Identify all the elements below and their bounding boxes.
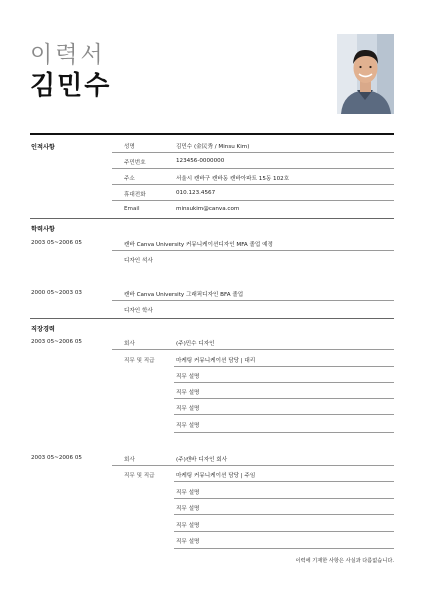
row-divider bbox=[174, 548, 394, 549]
row-divider bbox=[112, 168, 394, 169]
career-period: 2003 05~2006 05 bbox=[31, 455, 82, 461]
education-period: 2003 05~2006 05 bbox=[31, 240, 82, 246]
career-role-label: 직무 및 직급 bbox=[124, 473, 155, 479]
applicant-name-heading: 김민수 bbox=[30, 71, 112, 101]
section-divider bbox=[30, 218, 394, 219]
row-divider bbox=[174, 382, 394, 383]
personal-label-email: Email bbox=[124, 206, 140, 212]
personal-value-email: minsukim@canva.com bbox=[176, 206, 240, 212]
profile-photo bbox=[337, 34, 394, 114]
section-divider bbox=[30, 318, 394, 319]
row-divider bbox=[174, 398, 394, 399]
career-company-label: 회사 bbox=[124, 457, 135, 463]
personal-value-address: 서울시 캔바구 캔바동 캔바아파트 15동 102호 bbox=[176, 176, 290, 182]
row-divider bbox=[112, 349, 394, 350]
row-divider bbox=[112, 200, 394, 201]
row-divider bbox=[112, 152, 394, 153]
education-degree: 디자인 학사 bbox=[124, 308, 153, 314]
personal-label-id: 주민번호 bbox=[124, 160, 146, 166]
personal-label-phone: 휴대전화 bbox=[124, 192, 146, 198]
personal-value-name: 김민수 (金民秀 / Minsu Kim) bbox=[176, 144, 250, 150]
personal-label-address: 주소 bbox=[124, 176, 135, 182]
career-duty: 직무 설명 bbox=[176, 490, 200, 496]
section-title-career: 직장경력 bbox=[31, 326, 55, 333]
education-school: 캔바 Canva University 그래픽디자인 BFA 졸업 bbox=[124, 292, 244, 298]
career-duty: 직무 설명 bbox=[176, 523, 200, 529]
career-company: (주)캔바 디자인 회사 bbox=[176, 457, 228, 463]
career-role-label: 직무 및 직급 bbox=[124, 358, 155, 364]
career-company: (주)민수 디자인 bbox=[176, 341, 215, 347]
declaration-note: 이력에 기재한 사항은 사실과 다름없습니다. bbox=[295, 558, 394, 564]
row-divider bbox=[174, 514, 394, 515]
row-divider bbox=[174, 366, 394, 367]
person-portrait-icon bbox=[337, 34, 394, 114]
section-title-personal: 인적사항 bbox=[31, 144, 55, 151]
career-duty: 직무 설명 bbox=[176, 539, 200, 545]
career-duty: 직무 설명 bbox=[176, 390, 200, 396]
education-period: 2000 05~2003 03 bbox=[31, 290, 82, 296]
row-divider bbox=[112, 250, 394, 251]
row-divider bbox=[174, 432, 394, 433]
career-company-label: 회사 bbox=[124, 341, 135, 347]
row-divider bbox=[174, 498, 394, 499]
education-degree: 디자인 석사 bbox=[124, 258, 153, 264]
row-divider bbox=[112, 184, 394, 185]
career-duty: 직무 설명 bbox=[176, 506, 200, 512]
career-duty: 직무 설명 bbox=[176, 423, 200, 429]
row-divider bbox=[112, 465, 394, 466]
personal-value-id: 123456-0000000 bbox=[176, 158, 225, 164]
section-title-education: 학력사항 bbox=[31, 226, 55, 233]
career-role: 마케팅 커뮤니케이션 담당 | 대리 bbox=[176, 358, 256, 364]
personal-label-name: 성명 bbox=[124, 144, 135, 150]
document-type-label: 이력서 bbox=[30, 42, 106, 68]
section-divider bbox=[30, 133, 394, 135]
education-school: 캔바 Canva University 커뮤니케이션디자인 MFA 졸업 예정 bbox=[124, 242, 273, 248]
row-divider bbox=[112, 300, 394, 301]
career-role: 마케팅 커뮤니케이션 담당 | 주임 bbox=[176, 473, 256, 479]
career-period: 2003 05~2006 05 bbox=[31, 339, 82, 345]
row-divider bbox=[174, 531, 394, 532]
row-divider bbox=[174, 414, 394, 415]
personal-value-phone: 010.123.4567 bbox=[176, 190, 216, 196]
career-duty: 직무 설명 bbox=[176, 406, 200, 412]
row-divider bbox=[174, 481, 394, 482]
career-duty: 직무 설명 bbox=[176, 374, 200, 380]
